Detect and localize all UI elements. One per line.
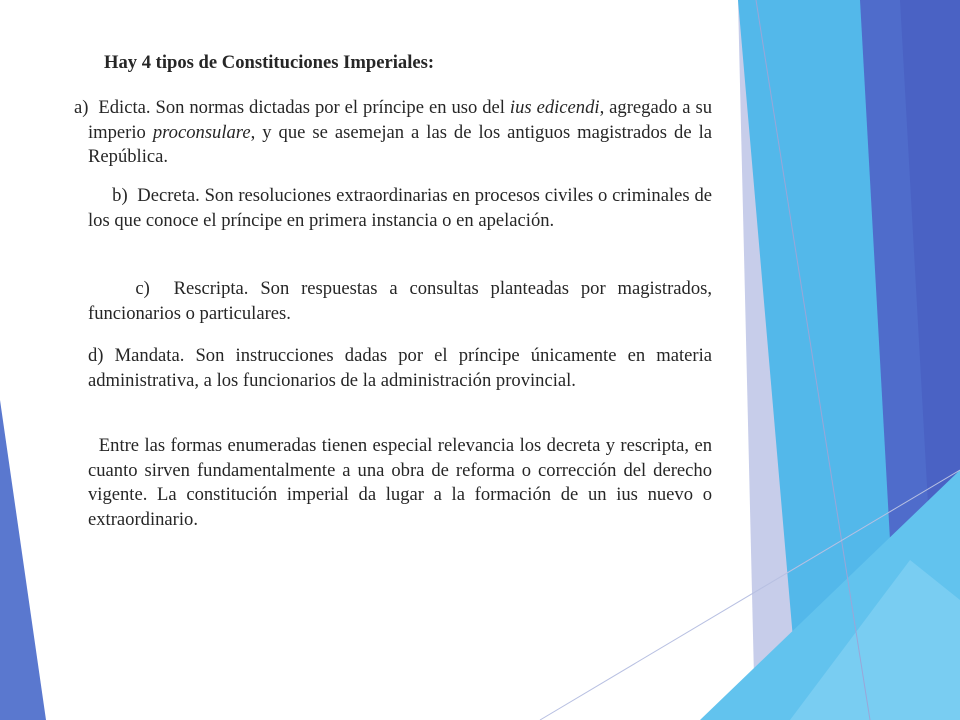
item-c [88,277,712,326]
item-d-marker: d) [88,345,104,366]
item-a-italic-1: ius edicendi [509,97,600,118]
heading-text: Hay 4 tipos de Constituciones [104,52,344,73]
item-a-italic-2: proconsulare [152,121,251,143]
item-c-text: Rescripta. Son respuestas a consultas planteadas por magistrados, funcionarios o particulares. [88,278,713,324]
item-b [88,184,712,233]
slide-heading [104,52,434,74]
item-d [88,344,712,393]
left-accent-shape [0,400,46,720]
item-b-marker: b) [112,185,128,206]
heading-bold-word: Imperiales [343,52,428,73]
item-d-text: Mandata. Son instrucciones dadas por el príncipe únicamente en materia administrativa, a los funcionarios de la administración provincial. [88,345,712,391]
heading-colon: : [427,52,435,73]
item-c-marker: c) [135,278,150,299]
item-a-marker: a) [74,97,89,118]
closing-paragraph [88,434,712,532]
closing-text: Entre las formas enumeradas tienen especial relevancia los decreta y rescripta, en cuanto sirven fundamentalmente a una obra de reforma o corrección del derecho vigente. La constitución imperial da lugar a la formación de un ius nuevo o extraordinario. [88,435,712,530]
item-a-mid: , agregado a su imperio [88,97,713,143]
item-b-text: Decreta. Son resoluciones extraordinarias en procesos civiles o criminales de los que conoce el príncipe en primera instancia o en apelación. [88,185,712,231]
item-a-tail: , y que se asemejan a las de los antiguos magistrados de la República. [88,121,712,167]
item-a [74,96,713,170]
item-a-lead: Edicta. Son normas dictadas por el príncipe en uso del [98,97,510,118]
